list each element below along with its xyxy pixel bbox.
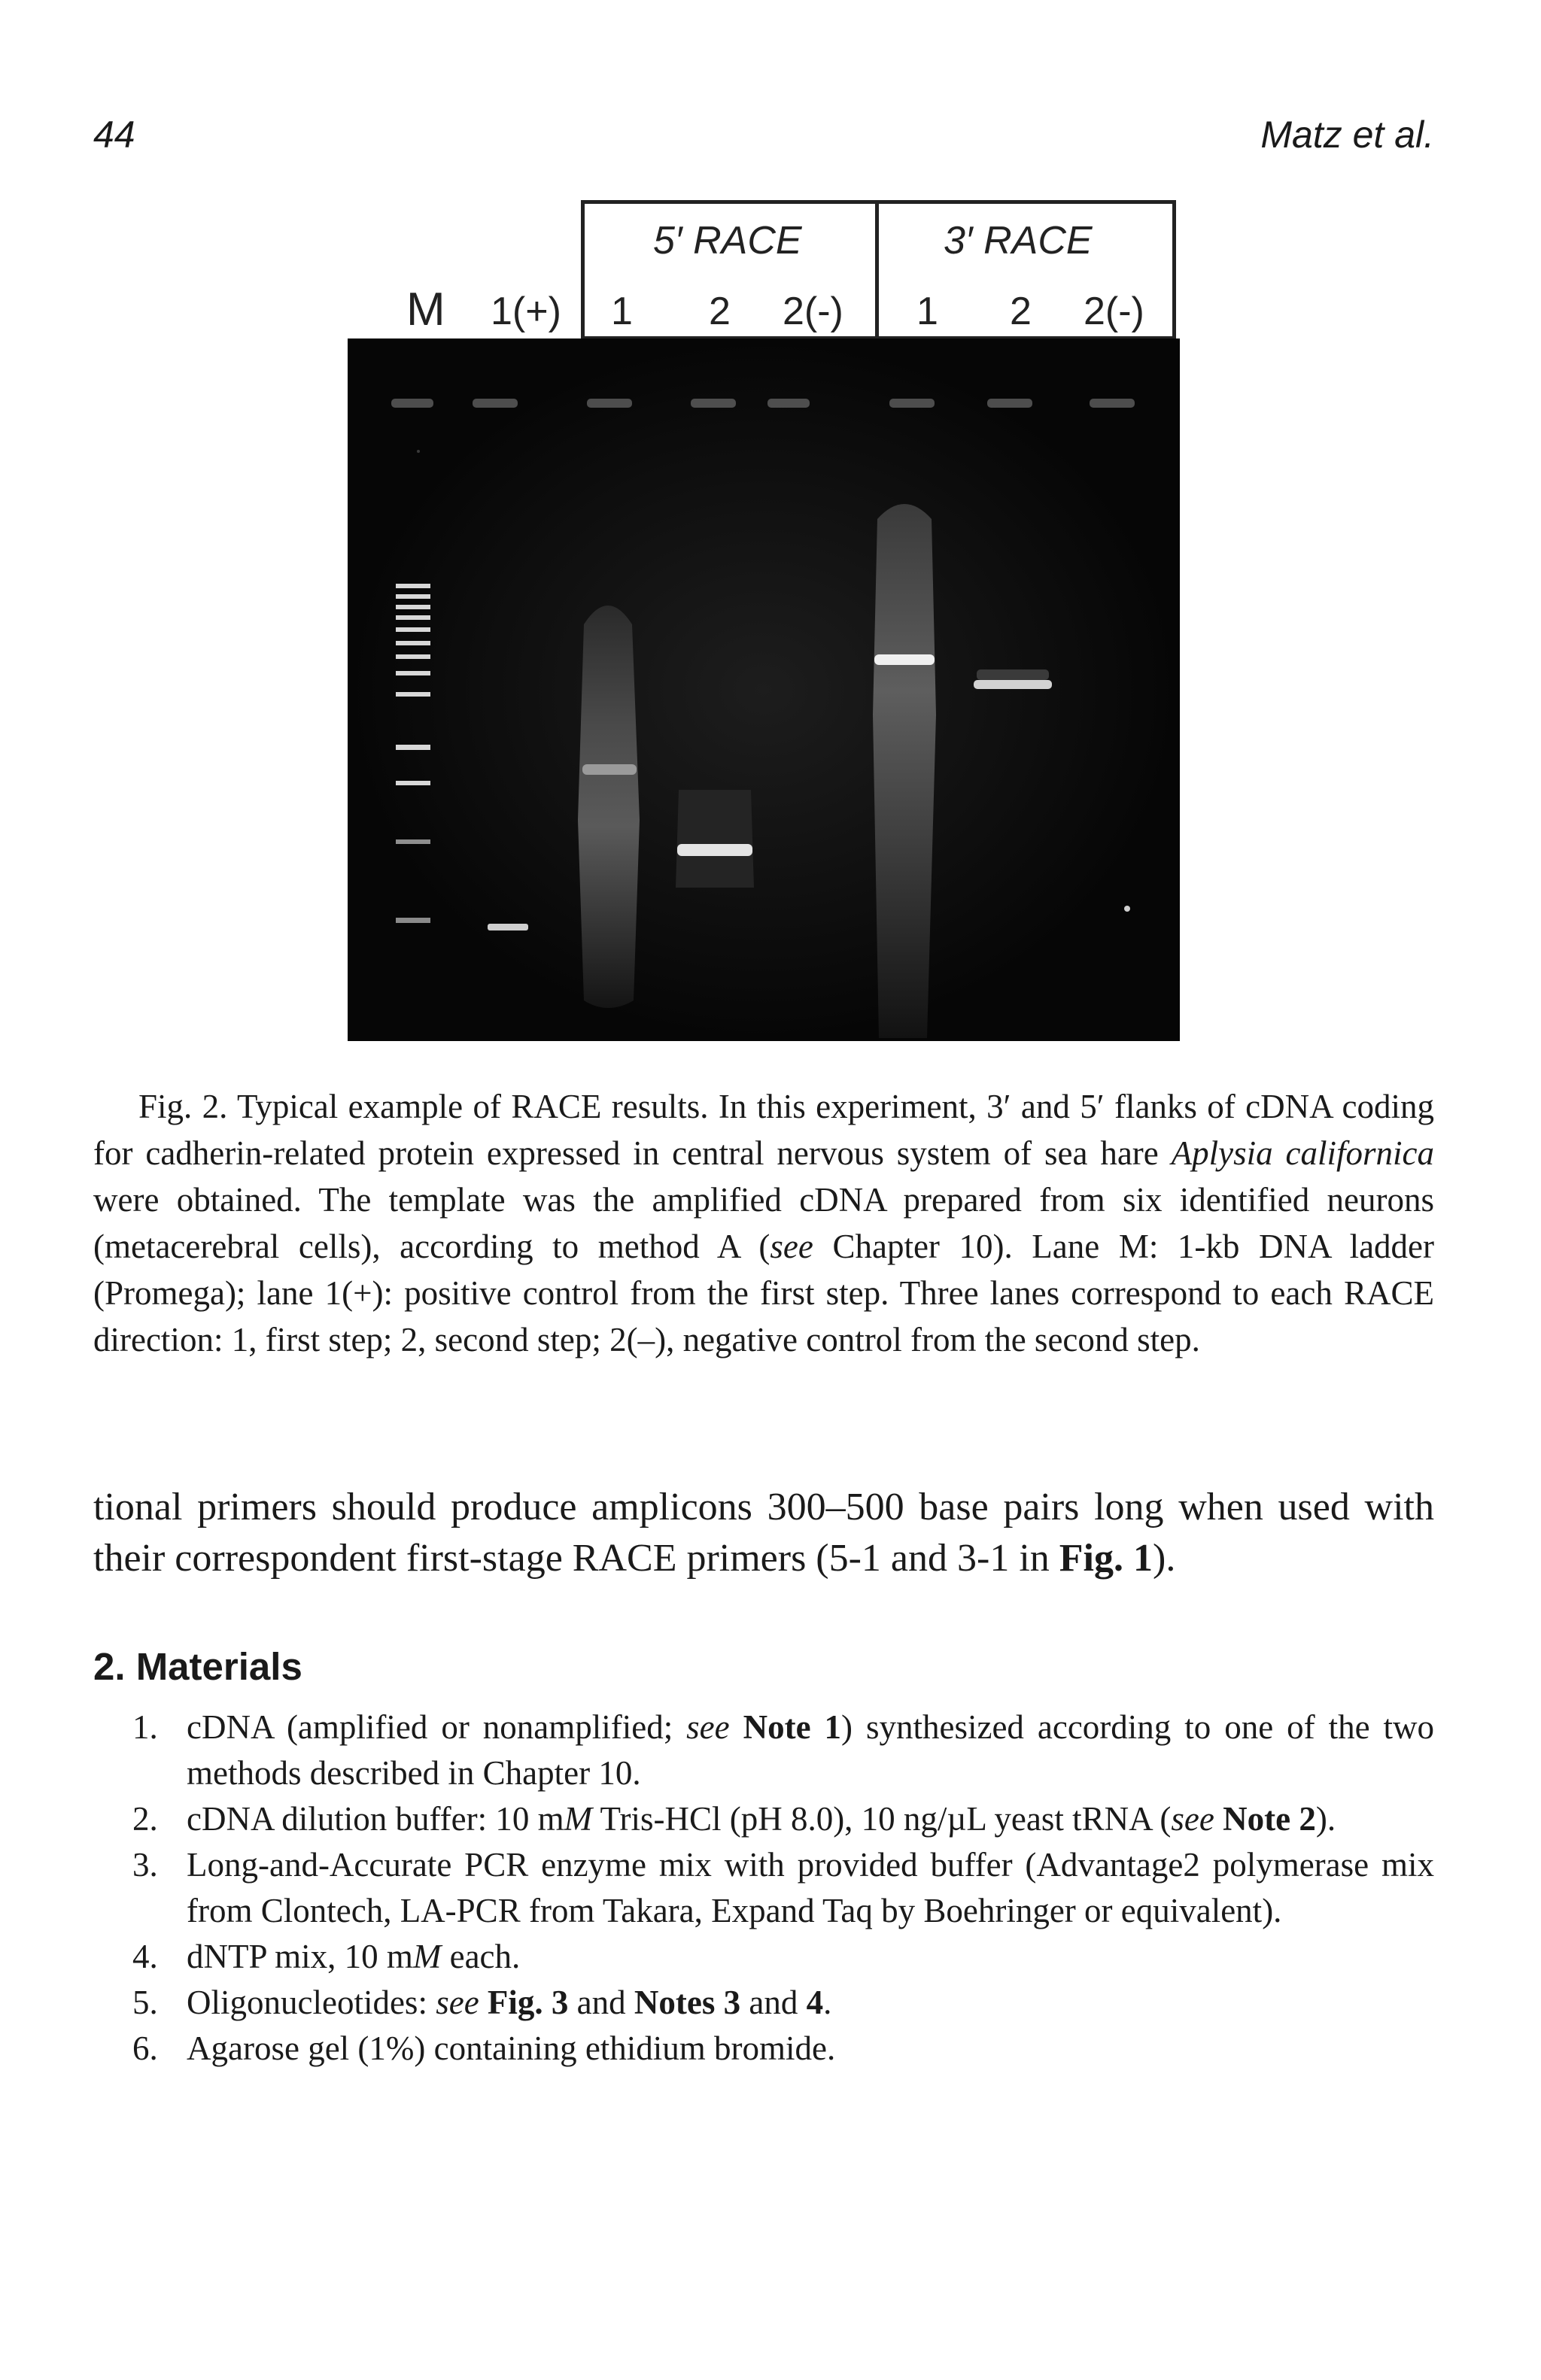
item-text: Tris-HCl (pH 8.0), 10 ng/µL yeast tRNA ( [592, 1800, 1172, 1838]
item-text [479, 1984, 488, 2021]
body-fig-ref: Fig. 1 [1059, 1537, 1153, 1580]
item-text: ). [1315, 1800, 1336, 1838]
item-note-ref: Note 1 [743, 1708, 842, 1746]
list-number: 6. [132, 2029, 158, 2067]
gel-image [348, 338, 1180, 1041]
body-text-2: ). [1153, 1537, 1176, 1580]
list-number: 5. [132, 1984, 158, 2021]
lane-label-3race-1: 1 [916, 290, 938, 333]
page-number: 44 [93, 114, 135, 156]
list-item [93, 1934, 1434, 1980]
item-text: Oligonucleotides: [187, 1984, 436, 2021]
item-text: and [740, 1984, 807, 2021]
list-item [93, 1705, 1434, 1796]
list-item [93, 1842, 1434, 1934]
list-number: 2. [132, 1800, 158, 1838]
caption-see: see [770, 1228, 813, 1265]
item-fig-ref: Fig. 3 [487, 1984, 569, 2021]
item-text [730, 1708, 743, 1746]
list-number: 3. [132, 1846, 158, 1884]
caption-label: Fig. 2. [138, 1088, 228, 1125]
item-unit: M [412, 1938, 442, 1975]
item-text: ) synthesized according to one of the two methods described in Chapter 10. [187, 1708, 1435, 1792]
section-heading: 2. Materials [93, 1645, 302, 1688]
lane-label-m: M [406, 284, 445, 335]
item-see: see [436, 1984, 479, 2021]
caption-species: Aplysia californica [1171, 1134, 1434, 1172]
figure-caption [93, 1083, 1434, 1363]
lane-label-3race-2neg: 2(-) [1084, 290, 1144, 333]
lane-label-3race-2: 2 [1010, 290, 1032, 333]
lane-label-5race-2: 2 [709, 290, 731, 333]
list-item [93, 2026, 1434, 2072]
lane-label-5race-1: 1 [611, 290, 633, 333]
item-text: Agarose gel (1%) containing ethidium bromide. [187, 2029, 836, 2067]
item-text: cDNA dilution buffer: 10 m [187, 1800, 564, 1838]
lane-label-5race-2neg: 2(-) [783, 290, 843, 333]
gel-svg [348, 338, 1180, 1041]
item-see: see [686, 1708, 730, 1746]
materials-list [93, 1705, 1434, 2072]
race3-label: 3′ RACE [944, 219, 1093, 263]
item-note-ref: Note 2 [1223, 1800, 1316, 1838]
list-number: 1. [132, 1708, 158, 1746]
item-text: cDNA (amplified or nonamplified; [187, 1708, 687, 1746]
caption-text-2: were obtained. The template was the amplified cDNA prepared from six identified neurons (metacerebral cells), according to method A ( [93, 1181, 1434, 1265]
item-text: and [568, 1984, 634, 2021]
item-see: see [1171, 1800, 1214, 1838]
body-paragraph [93, 1482, 1434, 1584]
item-note-ref: Notes 3 [634, 1984, 741, 2021]
item-text: each. [441, 1938, 521, 1975]
lane-label-1plus: 1(+) [491, 290, 561, 333]
caption-paragraph [93, 1083, 1434, 1363]
item-text [1214, 1800, 1223, 1838]
item-note-ref: 4 [806, 1984, 824, 2021]
list-item [93, 1796, 1434, 1842]
race5-label: 5′ RACE [653, 219, 802, 263]
list-item [93, 1980, 1434, 2026]
caption-text-1: Typical example of RACE results. In this experiment, 3′ and 5′ flanks of cDNA coding for cadherin-related protein expressed in central nervous system of sea hare [93, 1088, 1435, 1172]
item-text: . [823, 1984, 832, 2021]
running-head-authors: Matz et al. [1260, 114, 1434, 156]
item-text: Long-and-Accurate PCR enzyme mix with provided buffer (Advantage2 polymerase mix from Clontech, LA-PCR from Takara, Expand Taq by Boehringer or equivalent). [187, 1846, 1434, 1929]
caption-text-3: Chapter 10). Lane M: 1-kb DNA ladder (Promega); lane 1(+): positive control from the first step. Three lanes correspond to each RACE direction: 1, first step; 2, second step; 2(–), negative control from the second step. [93, 1228, 1435, 1358]
body-text-1: tional primers should produce amplicons 300–500 base pairs long when used with their correspondent first-stage RACE primers (5-1 and 3-1 in [93, 1486, 1434, 1580]
figure-gel [0, 0, 1541, 1053]
item-text: dNTP mix, 10 m [187, 1938, 413, 1975]
list-number: 4. [132, 1938, 158, 1975]
item-unit: M [564, 1800, 593, 1838]
